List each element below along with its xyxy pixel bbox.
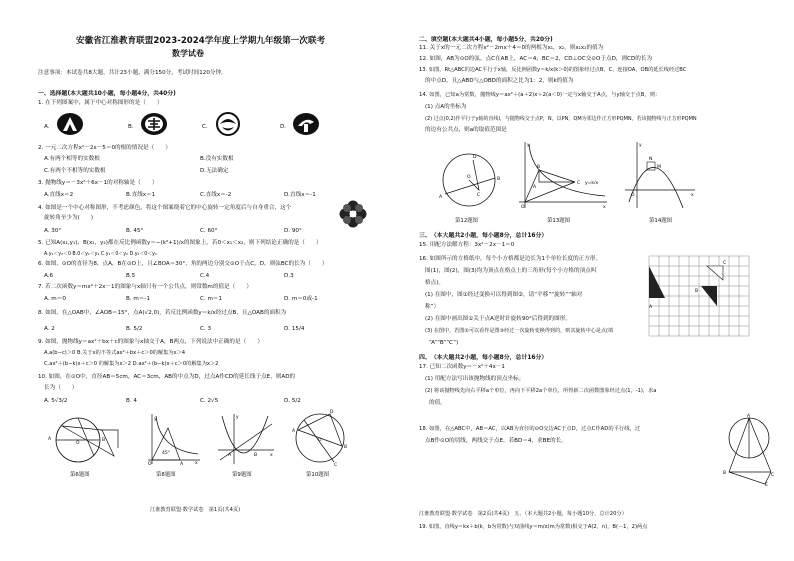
q2-option-a: A.有两个相等的实数根 [44,156,100,162]
q4-option-a: A. 30° [44,228,62,234]
caption-q8: 第8题图 [156,472,176,478]
q7-option-a: A. m＝0 [44,296,66,302]
question-14-line2: (1) 点A的坐标为 [425,104,467,110]
q6-option-d: D.3 [284,273,294,279]
question-16-line5: 称”） [425,304,440,310]
q7-option-d: D. m＝0或-1 [284,296,318,302]
caption-q14: 第14题图 [649,218,673,224]
question-13-line2: 的中点D，且△ABD与△OBD的面积之比为1：2，则k的值为 [425,78,574,84]
question-17-part2: (2) 将该抛物线先向右平移a个单位，再向下平移2a个单位，所得新二次函数图象经过点(1，-1)，求a [425,388,657,394]
q2-option-b: B.没有实数根 [200,156,234,162]
exam-subtitle: 数学试卷 [172,49,204,58]
figure-q13 [515,140,609,210]
question-9: 9. 如图，抛物线y＝ax²＋bx＋c的图象与x轴交于A，B两点，下列说法中正确的是（ ） [38,339,263,345]
figure-q18 [719,412,777,486]
q8-option-a: A. 2 [44,326,55,332]
question-16-line3: 格点)。 [425,280,444,286]
svg-text:x: x [195,461,198,466]
svg-text:E: E [765,483,768,486]
q4-option-d: D. 90° [284,228,302,234]
question-19: 19. 如图，直线y＝kx＋b(k，b为常数)与双曲线y＝m/x(m为常数)相交于A(2，n)，B(－1，2)两点 [419,524,648,530]
section-3-heading: 三、（本大题共2小题，每小题8分，总计16分） [419,233,548,239]
q1-logo-a [56,112,84,136]
figure-q6 [44,410,124,466]
q10-option-d: D. 5/2 [284,398,301,404]
q10-option-c: C. 2√5 [200,398,219,404]
svg-text:C: C [723,261,727,266]
svg-text:O: O [318,438,322,443]
svg-text:y=k/x: y=k/x [585,181,599,186]
question-14-line4: 的边有公共点，则a的取值范围是 [425,127,507,133]
svg-text:B: B [695,289,699,294]
svg-text:B: B [344,445,348,450]
question-16-line7: (3) 在图中，若图②可以看作是图③经过一次旋转变换得到的，则其旋转中心是点(填 [425,328,614,334]
svg-text:B: B [102,438,106,443]
notice: 注意事项：本试卷共8大题，共计23小题，满分150分，考试时间120分钟。 [38,70,227,76]
right-footer: 江淮教育联盟·数学试卷 第2页(共4页) 五、（本大题共2小题，每小题10分，总计20分） [419,511,627,517]
q9-options-cd: C.ax²＋(b−k)x＋c＞0 的解集为x＞2 D.ax²＋(b−k)x＋c＞0的解集为x＞2 [44,361,219,367]
q2-option-c: C.有两个不相等的实数根 [44,168,106,174]
q1-option-d: D. [280,124,287,130]
caption-q10: 第10题图 [306,472,330,478]
question-18-line1: 18. 如图，在△ABC中，AB＝AC，以AB为直径的⊙O交边AC于点D，过点C作AD的平行线，过 [419,426,641,432]
svg-text:A: A [439,195,443,200]
q3-option-b: B.直线x＝1 [126,192,156,198]
svg-text:O: O [76,441,80,446]
q4-flower-figure [338,200,368,228]
q7-option-b: B. m＝-1 [126,296,151,302]
svg-text:O: O [631,193,635,198]
q1-logo-c [214,112,242,136]
question-13-line1: 13. 如图，Rt△ABC的边AC平行于x轴，反比例函数y＝k/x(k＞0)的图象经过点B，C，连接OA，OB的延长线经过BC [419,67,687,73]
svg-text:A: A [649,305,653,310]
q9-options-ab: A.a(b−c)＞0 B.关于x的不等式ax²＋bx＋c＞0的解集为x＞4 [44,350,186,356]
svg-text:x: x [603,205,606,210]
question-6: 6. 如图，⊙O的直径为8，点A，B在⊙O上，且∠BOA＝30°，角的两边分别交⊙O于点C，D，则弦BC的长为（ ） [38,261,328,267]
q6-option-a: A.6 [44,273,54,279]
q6-option-c: C.4 [200,273,210,279]
q7-option-c: C. m＝1 [200,296,223,302]
svg-text:y: y [236,415,239,420]
svg-text:D: D [330,410,334,415]
svg-text:O: O [467,175,471,180]
question-15: 15. 用配方法解方程：3x²－2x－1＝0 [419,242,515,248]
q3-option-d: D.直线x＝-1 [284,192,316,198]
svg-text:O: O [521,205,525,210]
svg-text:C: C [477,193,481,198]
question-1: 1. 在下列图案中，属于中心对称图形的是（ ） [38,100,163,106]
question-7: 7. 若二次函数y＝mx²＋2x－1的图象与x轴只有一个公共点，则常数m的值是（ ） [38,284,253,290]
svg-text:y: y [639,143,642,148]
q8-option-c: C. 3 [200,326,212,332]
question-10-line1: 10. 如图，在⊙O中，直径AB＝5cm，AC＝3cm，AB的中点为D，过点A作CD的延长线于点E，则AD的 [38,374,296,380]
figure-q14 [623,140,697,210]
q10-option-b: B. 4 [126,398,137,404]
caption-q9: 第9题图 [232,472,252,478]
question-16-line4: (1) 在图中，图①经过变换可以得到图②，请“平移”“旋转”“轴对 [425,292,583,298]
question-4-line2: 旋转角至少为( ) [44,215,94,221]
question-17-part2-cont: 的值。 [429,400,446,406]
question-2: 2. 一元二次方程x²－2x－5＝0的根的情况是（ ） [38,145,171,151]
svg-text:C: C [577,181,581,186]
svg-text:N: N [649,157,653,162]
q1-option-c: C. [202,124,208,130]
figure-q16-grid [647,252,751,344]
section-1-heading: 一、选择题(本大题共10小题，每小题4分，共40分) [38,91,176,97]
question-10-line2: 长为（ ） [44,385,78,391]
question-16-line1: 16. 如图所示的方格纸中，每个小方格都是边长为1个单位长度的正方形。 [419,256,602,262]
svg-text:x: x [691,193,694,198]
question-17-part1: (1) 用配方法写出该抛物线的顶点坐标； [425,376,525,382]
left-footer: 江淮教育联盟·数学试卷 第1页(共4页) [150,507,241,513]
svg-text:A: A [533,185,537,190]
question-14-line3: (2) 过点(0,2)作平行于y轴的直线l，与抛物线交于点P，N，以PN，QM为邻边作正方形PQMN，若该抛物线与正方形PQMN [425,116,697,122]
caption-q13: 第13题图 [547,218,571,224]
q2-option-d: D.无法确定 [200,168,229,174]
right-page [397,0,794,561]
q1-option-a: A. [44,124,50,130]
figure-q9 [214,410,276,466]
q3-option-c: C.直线x＝-2 [200,192,232,198]
figure-q12 [433,148,507,210]
svg-text:M: M [657,165,661,170]
section-4-heading: 四、（本大题共2小题，每小题8分，总计16分） [419,355,548,361]
q6-option-b: B.5 [126,273,136,279]
question-8: 8. 如图，在△OAB中，∠AOB＝15°，点A(√2,0)，若反比例函数y＝k/x经过点B，且△OAB的面积为 [38,310,287,316]
question-14-line1: 14. 如图，已知a为常数，抛物线y＝ax²＋(a＋2)x＋2(a＜0)一定与x轴交于A点，与y轴交于点B，则： [419,92,661,98]
svg-text:A: A [228,453,232,458]
svg-text:B: B [497,177,501,182]
question-3: 3. 抛物线y＝－3x²＋6x－1的对称轴是（ ） [38,180,158,186]
q8-option-d: D. 15/4 [284,326,305,332]
question-16-line2: 图(1)，图(2)，图(3)均为顶点在格点上的三角形(每个小方格的顶点叫 [425,268,597,274]
q10-option-a: A. 5√3/2 [44,398,68,404]
figure-q10 [290,408,352,466]
svg-text:x: x [270,453,273,458]
caption-q12: 第12题图 [455,218,479,224]
svg-text:C: C [334,463,338,466]
question-16-line8: “A”“B”“C”) [429,340,459,346]
q1-logo-b [140,112,168,136]
svg-text:y: y [154,417,157,422]
section-2-heading: 二、填空题(本大题共4小题，每小题5分，共20分) [419,37,553,43]
svg-text:A: A [48,437,52,442]
question-11: 11. 关于x的一元二次方程x²－2mx＋4＝0的两根为x₁，x₂，则x₁x₂的值为 [419,45,604,51]
q1-logo-d [292,112,320,136]
svg-text:y: y [527,143,530,148]
exam-title: 安徽省江淮教育联盟2023-2024学年度上学期九年级第一次联考 [76,36,326,46]
caption-q6: 第6题图 [70,472,90,478]
question-18-line2: 点B作⊙O的切线，两线交于点E。若BD＝4，求BE的长。 [425,438,567,444]
svg-text:B: B [254,453,258,458]
q1-option-b: B. [128,124,134,130]
q5-options: A.y₁＜y₂＜0 B.0＜y₁＜y₂ C.y₁＜0＜y₂ D.y₂＜0＜y₁ [44,252,157,257]
question-5: 5. 已知A(x₁,y₁)，B(x₂，y₂)都在反比例函数y＝−(k²+1)/x的图象上，若0＜x₁＜x₂，则下列结论正确的是（ ） [38,240,322,246]
q3-option-a: A.直线x＝2 [44,192,74,198]
svg-text:A: A [747,414,751,419]
q8-option-b: B. 5/2 [126,326,143,332]
svg-text:C: C [771,473,775,478]
svg-text:B: B [537,165,541,170]
question-4-line1: 4. 如图是一个中心对称图形，不考虑颜色，将这个图案绕着它的中心旋转一定角度后与自身重合，这个 [38,205,292,211]
figure-q8 [140,410,202,466]
question-17: 17. 已知二次函数y＝－x²＋4x－1 [419,364,505,370]
svg-text:O: O [148,462,152,466]
q4-option-b: B. 45° [126,228,144,234]
question-16-line6: (2) 在图中画出图①关于点A逆时针旋转90°后得到的图形。 [425,316,571,322]
q4-option-c: C. 60° [200,228,218,234]
svg-text:A: A [292,429,296,434]
svg-text:D: D [473,155,477,160]
svg-text:B: B [723,471,727,476]
svg-text:A: A [180,462,184,466]
svg-text:45°: 45° [162,451,170,456]
question-12: 12. 如图，AB为⊙O的弦，点C在AB上，AC＝4，BC＝2，CD⊥OC交⊙O于点D，则CD的长为 [419,56,653,62]
